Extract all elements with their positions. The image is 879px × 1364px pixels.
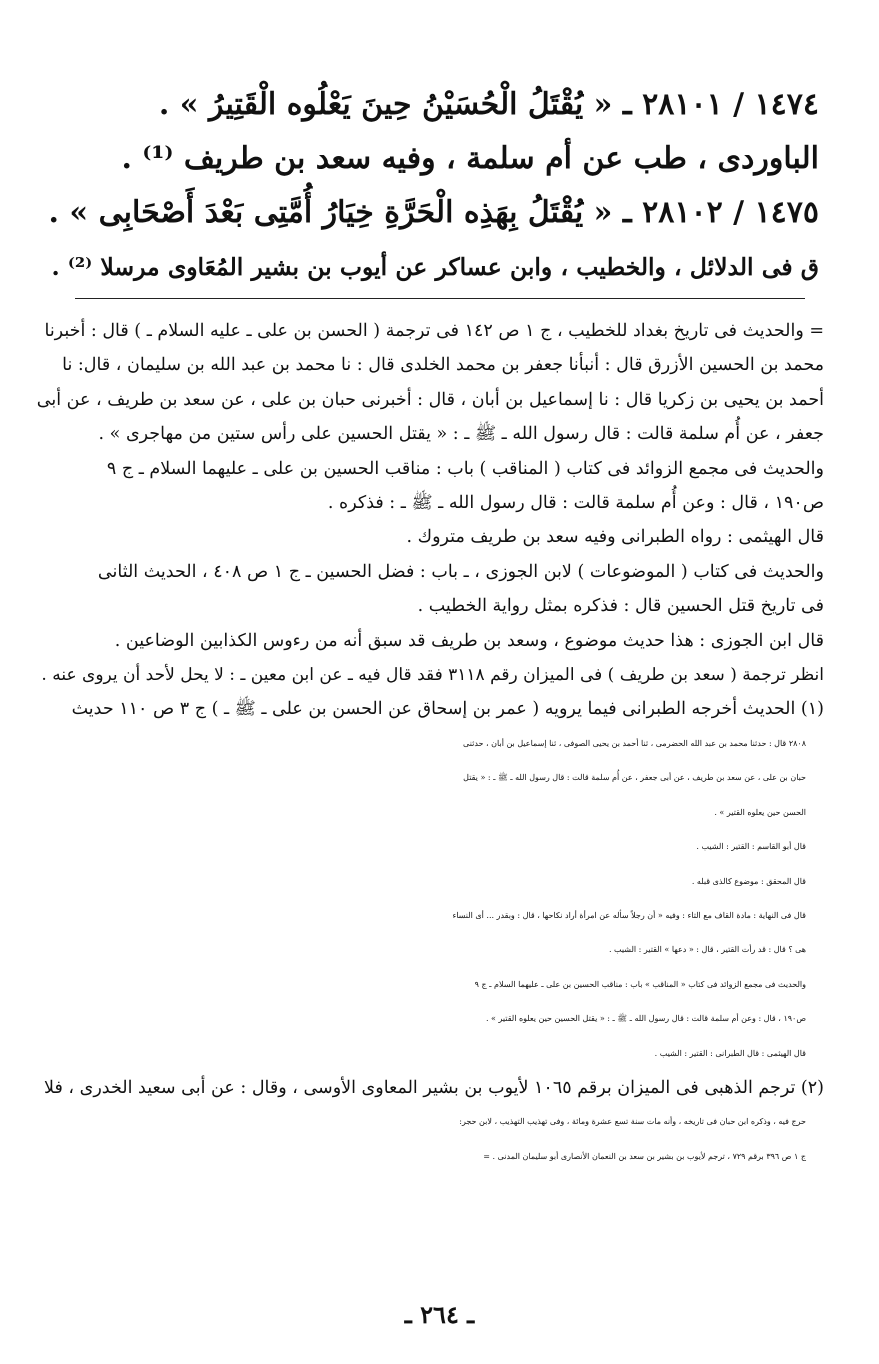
footnote-line: قال فى النهاية : مادة القاف مع التاء : وفيه « أن رجلاً سأله عن امرأة أراد نكاحها ، قال : وبقدر ... أى النساء <box>452 910 806 920</box>
footnote-separator <box>75 298 805 299</box>
footnote-line: ٢٨٠٨ قال : حدثنا محمد بن عبد الله الحضرمى ، ثنا أحمد بن يحيى الصوفى ، ثنا إسماعيل بن أبان ، حدثنى <box>463 738 806 748</box>
footnote-line: قال أبو القاسم : القتير : الشيب . <box>696 842 806 852</box>
footnote-line: ص١٩٠ ، قال : وعن أم سلمة قالت : قال رسول الله ـ ﷺ ـ : « يقتل الحسين حين يعلوه القتير » . <box>485 1014 806 1024</box>
footnote-line: قال ابن الجوزى : هذا حديث موضوع ، وسعد بن طريف قد سبق أنه من رءوس الكذابين الوضاعين . <box>114 630 824 651</box>
footnote-line: والحديث فى كتاب ( الموضوعات ) لابن الجوزى ، ـ باب : فضل الحسين ـ ج ١ ص ٤٠٨ ، الحديث الثانى <box>97 561 824 582</box>
footnote-line: أحمد بن يحيى بن زكريا قال : نا إسماعيل بن أبان ، قال : أخبرنى حبان بن على ، عن سعد بن طريف ، عن أبى <box>36 389 824 410</box>
footnote-line: انظر ترجمة ( سعد بن طريف ) فى الميزان رقم ٣١١٨ فقد قال فيه ـ عن ابن معين ـ : لا يحل لأحد أن يروى عنه . <box>41 665 824 686</box>
hadith-1475-source: ق فى الدلائل ، والخطيب ، وابن عساكر عن أيوب بن بشير المُعَاوى مرسلا ⁽²⁾ . <box>51 253 819 281</box>
hadith-1475: ١٤٧٥ / ٢٨١٠٢ ـ « يُقْتَلُ بِهَذِه الْحَرَّةِ خِيَارُ أُمَّتِى بَعْدَ أَصْحَابِى » . <box>48 195 819 230</box>
footnote-line: والحديث فى مجمع الزوائد فى كتاب « المناقب » باب : مناقب الحسين بن على ـ عليهما السلام ـ ج ٩ <box>474 979 806 989</box>
footnote-line: فى تاريخ قتل الحسين قال : فذكره بمثل رواية الخطيب . <box>417 596 824 617</box>
page-number: ـ ٢٦٤ ـ <box>404 1300 475 1329</box>
footnote-line: حرج فيه ، وذكره ابن حبان فى تاريخه ، وأنه مات سنة تسع عشرة ومائة ، وفى تهذيب التهذيب ، لابن حجر: <box>459 1117 806 1127</box>
footnote-line: جعفر ، عن أُم سلمة قالت : قال رسول الله ـ ﷺ ـ : « يقتل الحسين على رأس ستين من مهاجرى » . <box>98 424 824 445</box>
footnote-line: الحسن حين يعلوه القتير » . <box>714 807 806 817</box>
footnote-line: قال الهيثمى : رواه الطبرانى وفيه سعد بن طريف متروك . <box>406 527 824 548</box>
footnotes <box>30 314 824 1174</box>
footnote-line: حبان بن على ، عن سعد بن طريف ، عن أبى جعفر ، عن أُم سلمة قالت : قال رسول الله ـ ﷺ ـ : « يقتل <box>463 773 806 783</box>
hadith-1474-source: الباوردى ، طب عن أم سلمة ، وفيه سعد بن طريف ⁽¹⁾ . <box>121 141 819 176</box>
footnote-1-start: (١) الحديث أخرجه الطبرانى فيما يرويه ( عمر بن إسحاق عن الحسن بن على ـ ﷺ ـ ) ج ٣ ص ١١٠ حديث <box>71 699 824 720</box>
footnote-line: قال المحقق : موضوع كالذى قبله . <box>691 876 806 886</box>
hadith-1474: ١٤٧٤ / ٢٨١٠١ ـ « يُقْتَلُ الْحُسَيْنُ حِينَ يَعْلُوه الْقَتِيرُ » . <box>158 87 819 122</box>
footnote-line: = والحديث فى تاريخ بغداد للخطيب ، ج ١ ص ١٤٢ فى ترجمة ( الحسن بن على ـ عليه السلام ـ ) قال : أخبرنا <box>44 321 824 341</box>
footnote-line: ج ١ ص ٣٩٦ برقم ٧٢٩ ، ترجم لأيوب بن بشير بن سعد بن النعمان الأنصارى أبو سليمان المدنى . = <box>483 1151 806 1161</box>
footnote-line: والحديث فى مجمع الزوائد فى كتاب ( المناقب ) باب : مناقب الحسين بن على ـ عليهما السلام ـ ج ٩ <box>106 458 824 479</box>
footnote-line: ص١٩٠ ، قال : وعن أُم سلمة قالت : قال رسول الله ـ ﷺ ـ : فذكره . <box>327 493 824 514</box>
footnote-line: هى ؟ قال : قد رأت القتير ، قال : « دعها » القتير : الشيب . <box>608 945 806 955</box>
footnote-line: قال الهيثمى : قال الطبرانى : القتير : الشيب . <box>654 1048 806 1058</box>
main-text <box>40 78 819 294</box>
footnote-2-start: (٢) ترجم الذهبى فى الميزان برقم ١٠٦٥ لأيوب بن بشير المعاوى الأوسى ، وقال : عن أبى سعيد الخدرى ، فلا <box>44 1077 824 1098</box>
footnote-line: محمد بن الحسين الأزرق قال : أنبأنا جعفر بن محمد الخلدى قال : نا محمد بن عبد الله بن سليمان ، قال: نا <box>62 355 824 376</box>
